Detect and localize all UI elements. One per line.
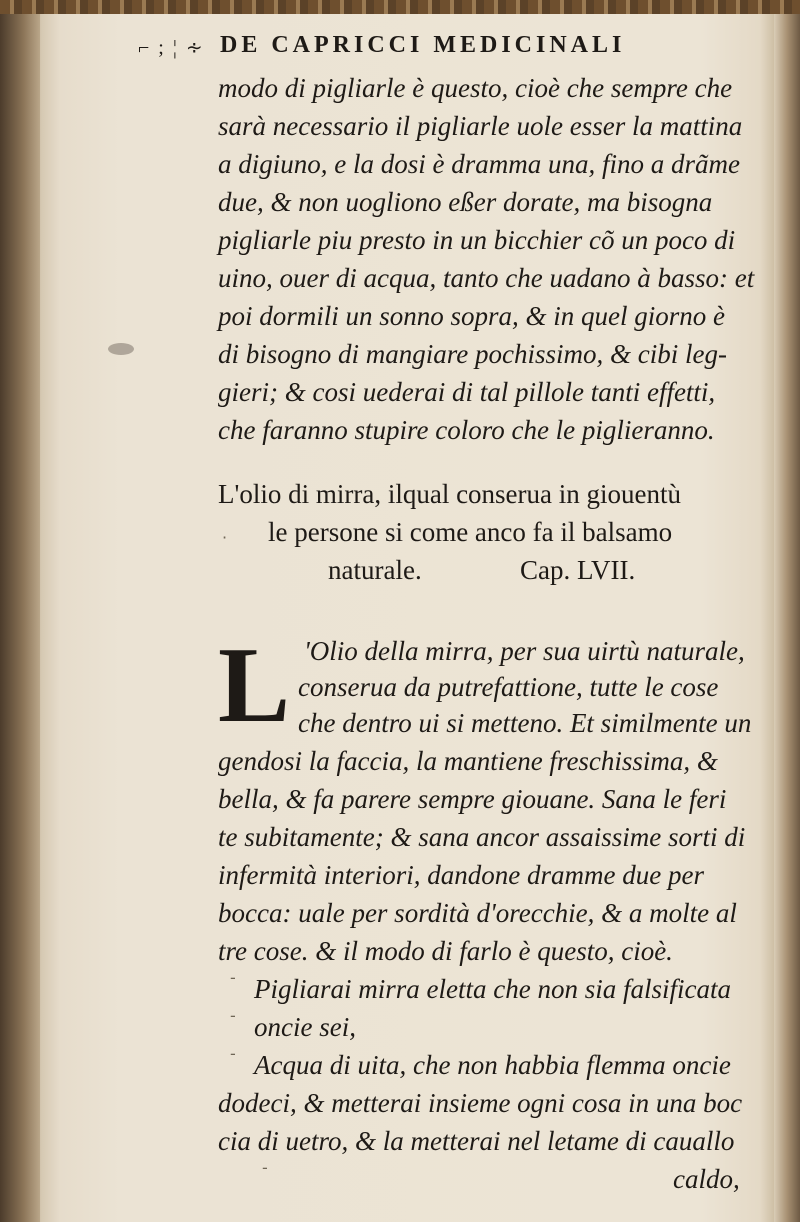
text-line: che faranno stupire coloro che le piglieranno. <box>218 415 715 445</box>
chapter-heading-line: L'olio di mirra, ilqual conserua in giouentù <box>218 479 682 509</box>
margin-mark: - <box>230 968 236 987</box>
margin-mark: - <box>230 1006 236 1025</box>
text-line: 'Olio della mirra, per sua uirtù naturale, <box>304 636 745 666</box>
text-line: sarà necessario il pigliarle uole esser la mattina <box>218 111 743 141</box>
text-line: Pigliarai mirra eletta che non sia falsificata <box>254 974 731 1004</box>
text-line: a digiuno, e la dosi è dramma una, fino a drãme <box>218 149 740 179</box>
text-line: gendosi la faccia, la mantiene freschissima, & <box>218 746 718 776</box>
margin-mark: - <box>262 1158 268 1177</box>
text-line: oncie sei, <box>254 1012 356 1042</box>
text-line: bella, & fa parere sempre giouane. Sana le feri <box>218 784 727 814</box>
text-line: tre cose. & il modo di farlo è questo, cioè. <box>218 936 673 966</box>
text-line: infermità interiori, dandone dramme due per <box>218 860 704 890</box>
drop-cap: L <box>218 626 291 745</box>
text-line: che dentro ui si metteno. Et similmente un <box>298 708 752 738</box>
ink-blot <box>108 343 134 355</box>
text-line: dodeci, & metterai insieme ogni cosa in una boc <box>218 1088 743 1118</box>
text-line: modo di pigliarle è questo, cioè che sempre che <box>218 73 733 103</box>
text-line: pigliarle piu presto in un bicchier cõ un poco di <box>218 225 736 255</box>
margin-mark: · <box>222 528 228 547</box>
chapter-heading-word: naturale. <box>328 555 422 585</box>
text-line: poi dormili un sonno sopra, & in quel giorno è <box>218 301 726 331</box>
margin-mark: - <box>230 1044 236 1063</box>
text-line: di bisogno di mangiare pochissimo, & cibi leg- <box>218 339 727 369</box>
book-gutter-left <box>0 14 40 1222</box>
book-edge-right <box>774 14 800 1222</box>
running-head-marks: ⌐ ; ¦ ∻ <box>138 37 205 59</box>
text-line: uino, ouer di acqua, tanto che uadano à basso: et <box>218 263 755 293</box>
chapter-heading-line: le persone si come anco fa il balsamo <box>268 517 673 547</box>
catchword: caldo, <box>673 1164 740 1194</box>
text-line: gieri; & cosi uederai di tal pillole tanti effetti, <box>218 377 716 407</box>
chapter-number: Cap. LVII. <box>520 555 636 585</box>
running-head <box>138 32 768 66</box>
text-line: te subitamente; & sana ancor assaissime sorti di <box>218 822 746 852</box>
running-head-title: DE CAPRICCI MEDICINALI <box>220 32 626 58</box>
text-line: cia di uetro, & la metterai nel letame di cauallo <box>218 1126 735 1156</box>
text-line: Acqua di uita, che non habbia flemma oncie <box>254 1050 731 1080</box>
text-line: bocca: uale per sordità d'orecchie, & a molte al <box>218 898 737 928</box>
text-line: conserua da putrefattione, tutte le cose <box>298 672 719 702</box>
text-line: due, & non uogliono eßer dorate, ma bisogna <box>218 187 713 217</box>
book-edge-top <box>0 0 800 14</box>
